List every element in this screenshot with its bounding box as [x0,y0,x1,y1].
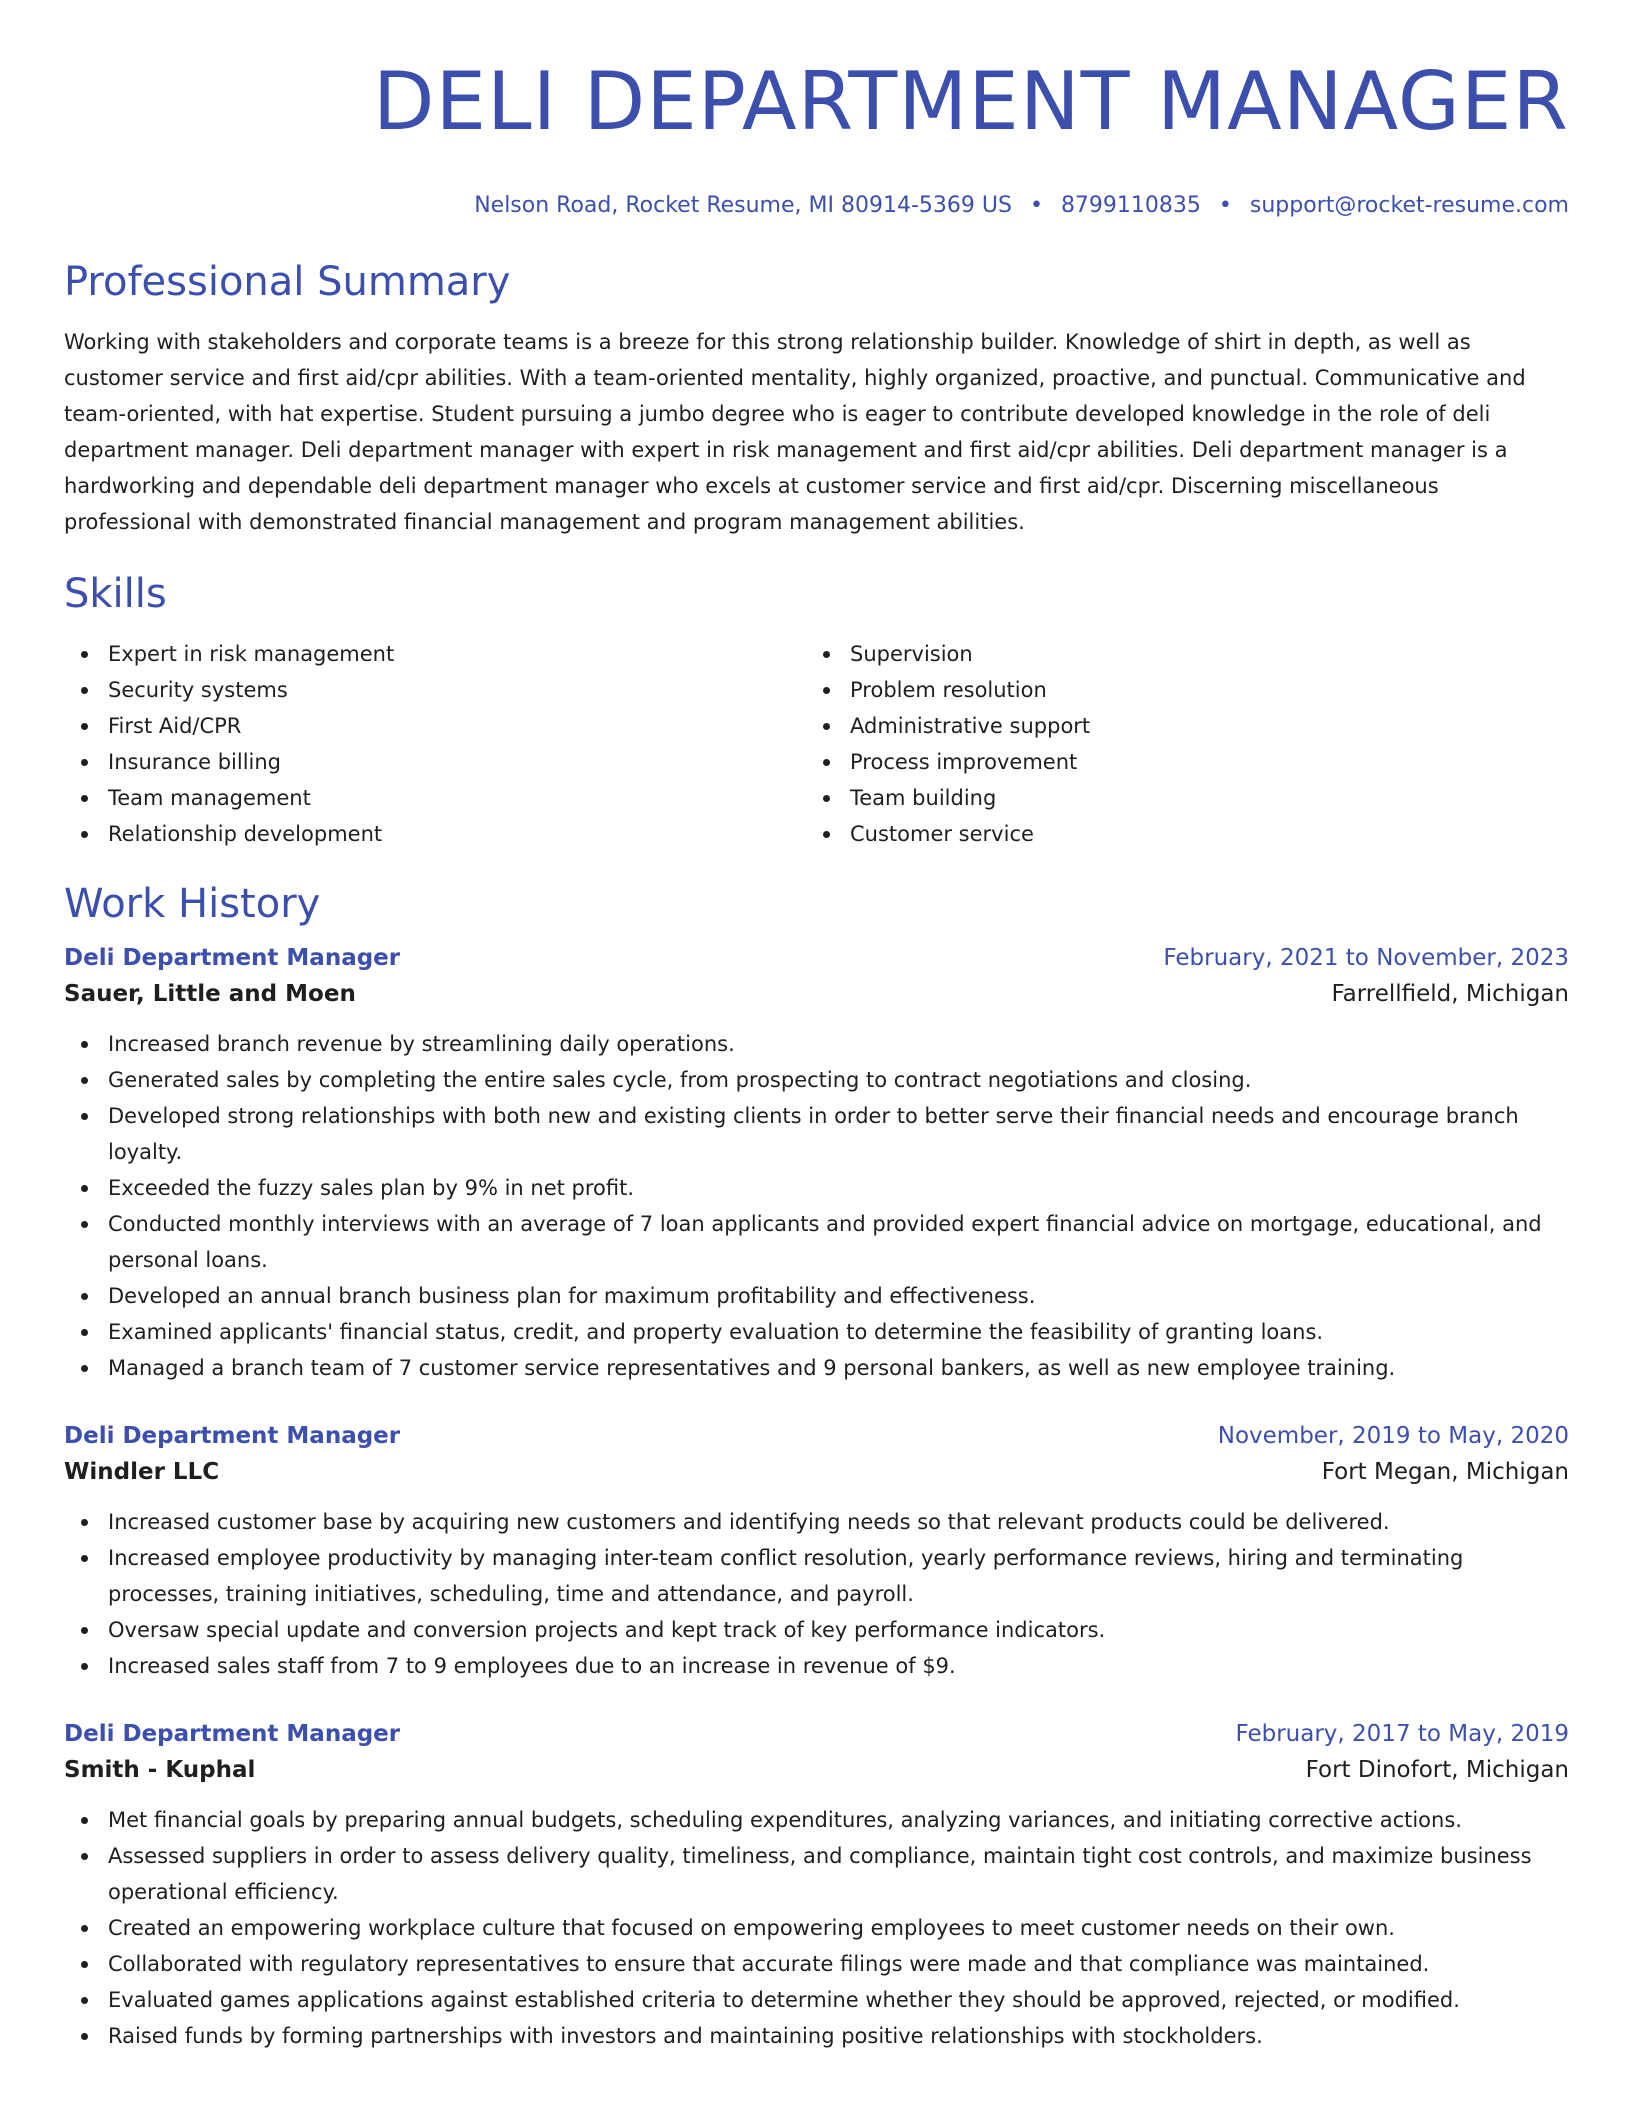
resume-name: DELI DEPARTMENT MANAGER [372,55,1569,148]
job-bullet: Developed strong relationships with both new and existing clients in order to better serve their financial needs and encourage branch loyalty. [64,1098,1569,1170]
job-bullet: Examined applicants' financial status, credit, and property evaluation to determine the feasibility of granting loans. [64,1314,1569,1350]
job-bullet: Developed an annual branch business plan for maximum profitability and effectiveness. [64,1278,1569,1314]
skills-heading: Skills [64,571,167,617]
job-subheader [64,1752,1569,1788]
job-bullet: Evaluated games applications against established criteria to determine whether they should be approved, rejected, or modified. [64,1982,1569,2018]
job-entry [64,940,1569,1386]
job-bullet: Conducted monthly interviews with an average of 7 loan applicants and provided expert financial advice on mortgage, educational, and personal loans. [64,1206,1569,1278]
skill-item: Relationship development [64,816,806,852]
contact-email[interactable]: support@rocket-resume.com [1249,193,1569,218]
skill-item: Customer service [806,816,1548,852]
skill-item: Insurance billing [64,744,806,780]
job-bullet: Generated sales by completing the entire sales cycle, from prospecting to contract negotiations and closing. [64,1062,1569,1098]
summary-text: Working with stakeholders and corporate teams is a breeze for this strong relationship builder. Knowledge of shirt in depth, as well as customer service and first aid/cpr abilities. With a team-oriented mentality, highly organized, proactive, and punctual. Communicative and team-oriented, with hat expertise. Student pursuing a jumbo degree who is eager to contribute developed knowledge in the role of deli department manager. Deli department manager with expert in risk management and first aid/cpr abilities. Deli department manager is a hardworking and dependable deli department manager who excels at customer service and first aid/cpr. Discerning miscellaneous professional with demonstrated financial management and program management abilities. [64,330,1526,534]
job-location: Farrellfield, Michigan [1331,981,1569,1007]
job-location: Fort Dinofort, Michigan [1305,1757,1569,1783]
skill-item: First Aid/CPR [64,708,806,744]
job-bullet: Exceeded the fuzzy sales plan by 9% in net profit. [64,1170,1569,1206]
job-bullet: Increased branch revenue by streamlining daily operations. [64,1026,1569,1062]
job-header [64,940,1569,976]
skill-item: Team building [806,780,1548,816]
job-bullets [64,1026,1569,1386]
job-location: Fort Megan, Michigan [1321,1459,1569,1485]
summary-section [64,258,1569,540]
skill-item: Expert in risk management [64,636,806,672]
job-company: Windler LLC [64,1459,220,1485]
job-dates: February, 2017 to May, 2019 [1235,1721,1569,1747]
skills-columns [64,636,1569,852]
contact-separator: • [1029,193,1043,218]
job-bullet: Increased customer base by acquiring new customers and identifying needs so that relevant products could be delivered. [64,1504,1569,1540]
job-dates: November, 2019 to May, 2020 [1217,1423,1569,1449]
job-title: Deli Department Manager [64,945,401,971]
skill-item: Security systems [64,672,806,708]
skills-left-list [64,636,806,852]
job-bullets [64,1504,1569,1684]
work-history-heading: Work History [64,881,321,927]
resume-page [64,0,1569,2054]
job-entry [64,1716,1569,2054]
skill-item: Team management [64,780,806,816]
job-dates: February, 2021 to November, 2023 [1163,945,1569,971]
job-title: Deli Department Manager [64,1721,401,1747]
summary-heading: Professional Summary [64,259,511,305]
skills-right-list [806,636,1548,852]
skill-item: Process improvement [806,744,1548,780]
work-history-section [64,880,1569,2054]
contact-line [64,192,1569,220]
contact-separator: • [1218,193,1232,218]
skills-section [64,570,1569,852]
job-subheader [64,1454,1569,1490]
job-header [64,1418,1569,1454]
job-bullet: Oversaw special update and conversion projects and kept track of key performance indicators. [64,1612,1569,1648]
job-bullet: Collaborated with regulatory representatives to ensure that accurate filings were made and that compliance was maintained. [64,1946,1569,1982]
job-bullet: Assessed suppliers in order to assess delivery quality, timeliness, and compliance, maintain tight cost controls, and maximize business operational efficiency. [64,1838,1569,1910]
job-header [64,1716,1569,1752]
skill-item: Problem resolution [806,672,1548,708]
job-subheader [64,976,1569,1012]
job-bullet: Raised funds by forming partnerships with investors and maintaining positive relationships with stockholders. [64,2018,1569,2054]
job-company: Sauer, Little and Moen [64,981,356,1007]
job-entry [64,1418,1569,1684]
job-bullet: Met financial goals by preparing annual budgets, scheduling expenditures, analyzing variances, and initiating corrective actions. [64,1802,1569,1838]
contact-phone: 8799110835 [1060,193,1201,218]
job-company: Smith - Kuphal [64,1757,256,1783]
skill-item: Supervision [806,636,1548,672]
job-title: Deli Department Manager [64,1423,401,1449]
job-bullets [64,1802,1569,2054]
job-bullet: Managed a branch team of 7 customer service representatives and 9 personal bankers, as well as new employee training. [64,1350,1569,1386]
job-bullet: Increased employee productivity by managing inter-team conflict resolution, yearly performance reviews, hiring and terminating processes, training initiatives, scheduling, time and attendance, and payroll. [64,1540,1569,1612]
contact-address: Nelson Road, Rocket Resume, MI 80914-5369 US [474,193,1012,218]
job-bullet: Created an empowering workplace culture that focused on empowering employees to meet customer needs on their own. [64,1910,1569,1946]
skill-item: Administrative support [806,708,1548,744]
job-bullet: Increased sales staff from 7 to 9 employees due to an increase in revenue of $9. [64,1648,1569,1684]
